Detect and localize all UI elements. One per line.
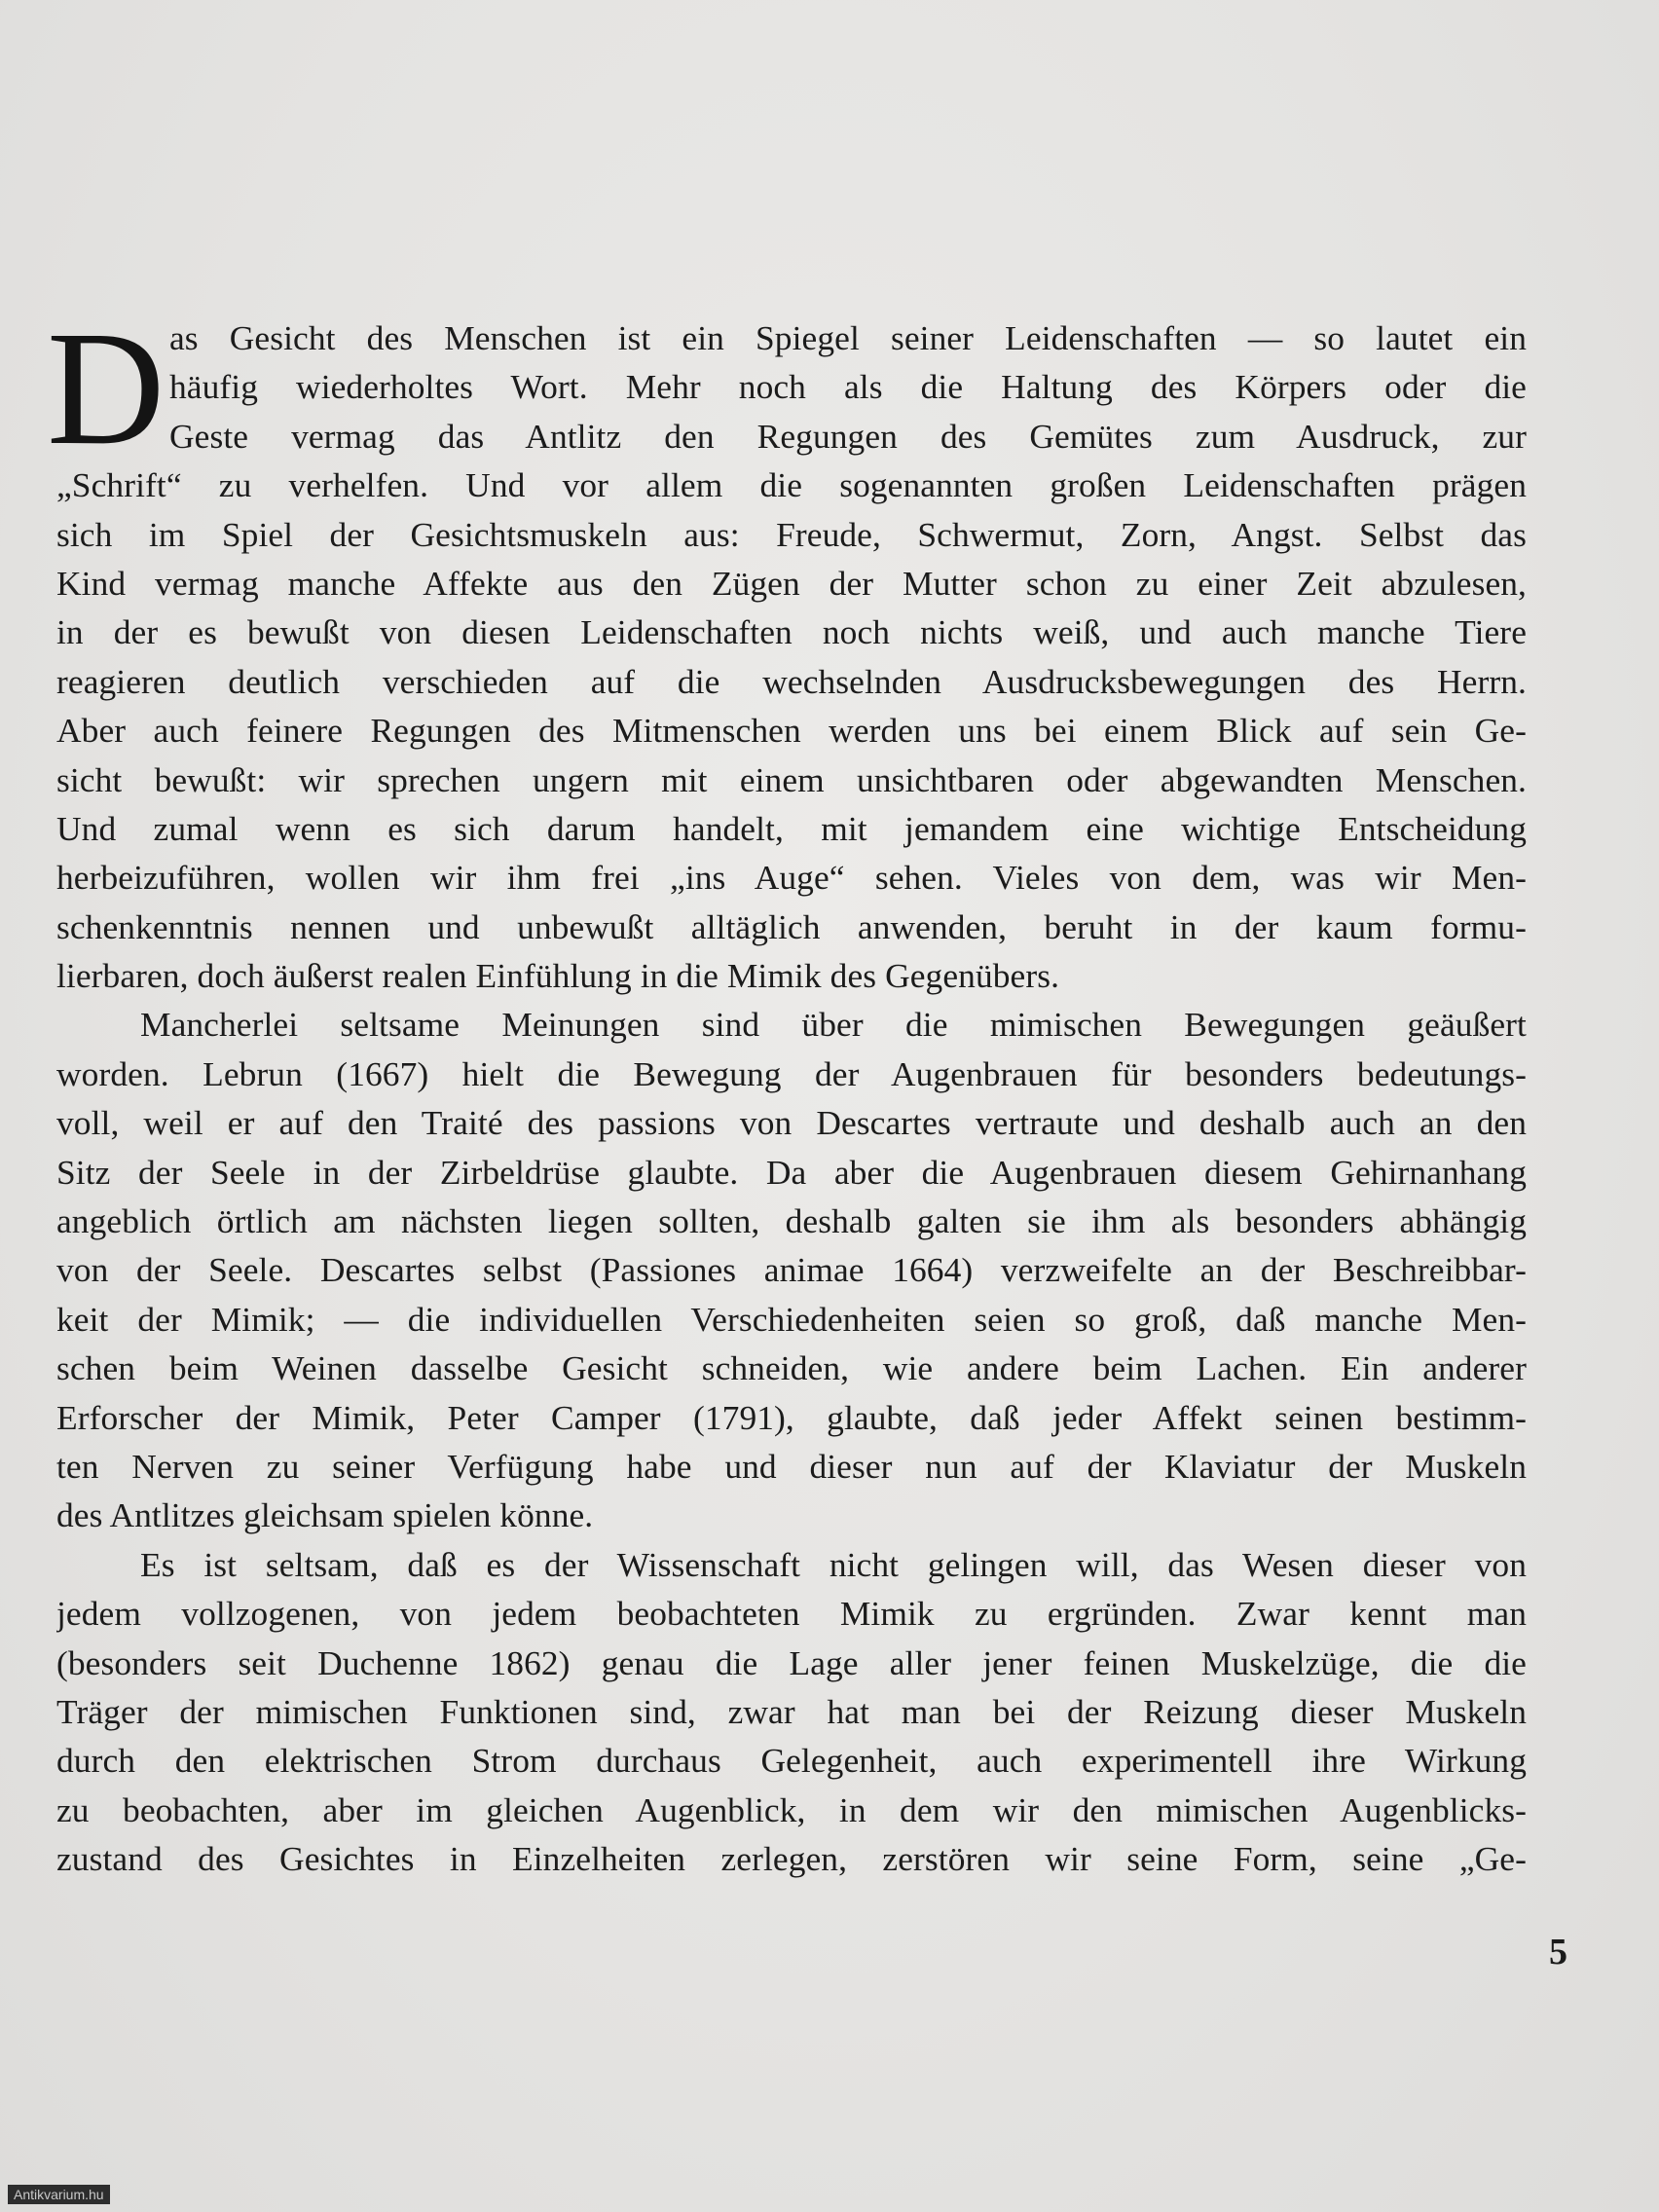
text-line: des Antlitzes gleichsam spielen könne.	[56, 1495, 594, 1535]
text-line: reagieren deutlich verschieden auf die wechselnden Ausdrucksbewegungen des Herrn.	[56, 661, 1527, 701]
text-line: Und zumal wenn es sich darum handelt, mit jemandem eine wichtige Entscheidung	[56, 808, 1527, 848]
watermark-label: Antikvarium.hu	[8, 2185, 110, 2204]
text-line: zu beobachten, aber im gleichen Augenblick, in dem wir den mimischen Augenblicks-	[56, 1789, 1527, 1829]
text-line: sicht bewußt: wir sprechen ungern mit einem unsichtbaren oder abgewandten Menschen.	[56, 759, 1527, 799]
text-line: häufig wiederholtes Wort. Mehr noch als die Haltung des Körpers oder die	[169, 367, 1527, 407]
text-line: Aber auch feinere Regungen des Mitmenschen werden uns bei einem Blick auf sein Ge-	[56, 711, 1527, 751]
page-number: 5	[1549, 1932, 1567, 1972]
text-line: jedem vollzogenen, von jedem beobachteten Mimik zu ergründen. Zwar kennt man	[56, 1594, 1527, 1634]
text-line: sich im Spiel der Gesichtsmuskeln aus: Freude, Schwermut, Zorn, Angst. Selbst das	[56, 514, 1527, 554]
drop-cap: D	[47, 298, 166, 479]
text-line: Mancherlei seltsame Meinungen sind über die mimischen Bewegungen geäußert	[140, 1005, 1527, 1045]
text-line: angeblich örtlich am nächsten liegen sollten, deshalb galten sie ihm als besonders abhängig	[56, 1201, 1527, 1241]
text-line: worden. Lebrun (1667) hielt die Bewegung der Augenbrauen für besonders bedeutungs-	[56, 1053, 1527, 1093]
text-line: ten Nerven zu seiner Verfügung habe und dieser nun auf der Klaviatur der Muskeln	[56, 1446, 1527, 1486]
text-line: as Gesicht des Menschen ist ein Spiegel seiner Leidenschaften — so lautet ein	[169, 318, 1527, 357]
text-line: von der Seele. Descartes selbst (Passiones animae 1664) verzweifelte an der Beschreibbar-	[56, 1250, 1527, 1290]
text-line: Kind vermag manche Affekte aus den Zügen der Mutter schon zu einer Zeit abzulesen,	[56, 563, 1527, 603]
text-line: durch den elektrischen Strom durchaus Gelegenheit, auch experimentell ihre Wirkung	[56, 1741, 1527, 1781]
text-line: schen beim Weinen dasselbe Gesicht schneiden, wie andere beim Lachen. Ein anderer	[56, 1348, 1527, 1388]
text-line: Träger der mimischen Funktionen sind, zwar hat man bei der Reizung dieser Muskeln	[56, 1691, 1527, 1731]
text-line: Geste vermag das Antlitz den Regungen des Gemütes zum Ausdruck, zur	[169, 416, 1527, 456]
text-line: keit der Mimik; — die individuellen Verschiedenheiten seien so groß, daß manche Men-	[56, 1299, 1527, 1339]
text-line: voll, weil er auf den Traité des passions von Descartes vertraute und deshalb auch an den	[56, 1103, 1527, 1143]
text-line: Erforscher der Mimik, Peter Camper (1791), glaubte, daß jeder Affekt seinen bestimm-	[56, 1397, 1527, 1437]
text-line: „Schrift“ zu verhelfen. Und vor allem die sogenannten großen Leidenschaften prägen	[56, 465, 1527, 505]
text-line: in der es bewußt von diesen Leidenschaften noch nichts weiß, und auch manche Tiere	[56, 612, 1527, 652]
text-line: zustand des Gesichtes in Einzelheiten zerlegen, zerstören wir seine Form, seine „Ge-	[56, 1839, 1527, 1879]
text-line: Sitz der Seele in der Zirbeldrüse glaubte. Da aber die Augenbrauen diesem Gehirnanhang	[56, 1152, 1527, 1192]
body-text	[47, 298, 1527, 1884]
text-line: schenkenntnis nennen und unbewußt alltäglich anwenden, beruht in der kaum formu-	[56, 906, 1527, 946]
text-line: Es ist seltsam, daß es der Wissenschaft nicht gelingen will, das Wesen dieser von	[140, 1544, 1527, 1584]
text-line: herbeizuführen, wollen wir ihm frei „ins Auge“ sehen. Vieles von dem, was wir Men-	[56, 858, 1527, 898]
text-line: (besonders seit Duchenne 1862) genau die Lage aller jener feinen Muskelzüge, die die	[56, 1642, 1527, 1682]
text-line: lierbaren, doch äußerst realen Einfühlung in die Mimik des Gegenübers.	[56, 956, 1060, 996]
